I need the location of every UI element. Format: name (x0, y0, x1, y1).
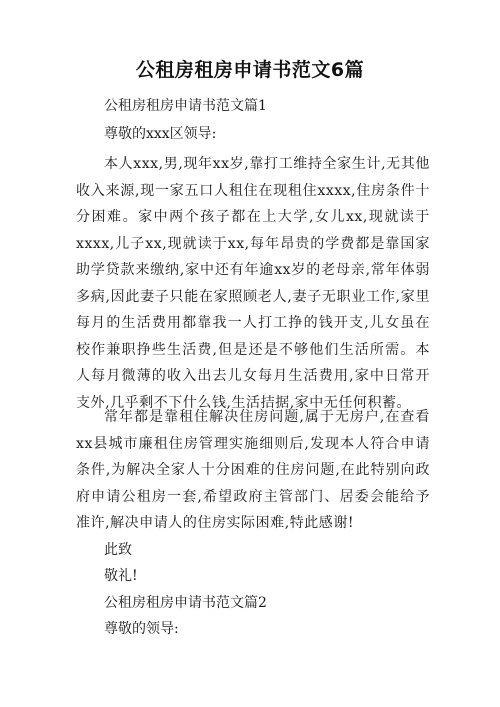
section1-salutation: 尊敬的xxx区领导: (104, 126, 217, 142)
document-title: 公租房租房申请书范文6篇 (135, 59, 365, 81)
section2-heading: 公租房租房申请书范文篇2 (104, 595, 267, 611)
section1-closing-2: 敬礼! (104, 568, 138, 584)
section1-closing-1: 此致 (104, 542, 132, 558)
section2-salutation: 尊敬的领导: (104, 621, 179, 637)
section1-paragraph-2: 常年都是靠租住解决住房问题,属于无房户,在查看xx县城市廉租住房管理实施细则后,发现本人符合申请条件,为解决全家人十分困难的住房问题,在此特别向政府申请公租房一套,希望政府主管部门、居委会能给予准许,解决申请人的住房实际困难,特此感谢! (76, 409, 430, 531)
section1-paragraph-1: 本人xxx,男,现年xx岁,靠打工维持全家生计,无其他收入来源,现一家五口人租住在现租住xxxx,住房条件十分困难。家中两个孩子都在上大学,女儿xx,现就读于xxxx,儿子xx,现就读于xx,每年昂贵的学费都是靠国家助学贷款来缴纳,家中还有年逾xx岁的老母亲,常年体弱多病,因此妻子只能在家照顾老人,妻子无职业工作,家里每月的生活费用都靠我一人打工挣的钱开支,儿女虽在校作兼职挣些生活费,但是还是不够他们生活所需。本人每月微薄的收入出去儿女每月生活费用,家中日常开支外,几乎剩不下什么钱,生活拮据,家中无任何积蓄。 (76, 156, 430, 411)
section1-heading: 公租房租房申请书范文篇1 (104, 98, 267, 114)
